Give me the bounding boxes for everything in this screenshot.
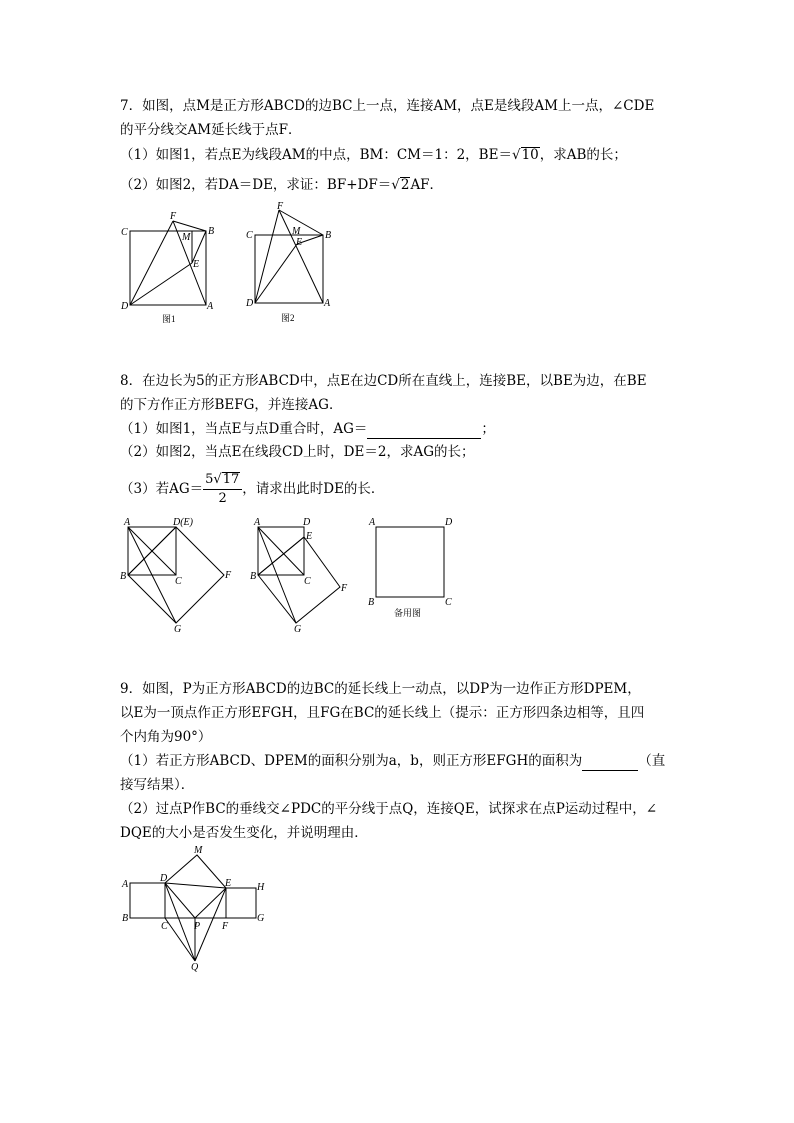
segment-df xyxy=(255,210,279,303)
q7-figure-1 xyxy=(118,205,218,327)
numerator-radicand: 17 xyxy=(222,472,240,487)
q9-line-2: 以E为一顶点作正方形EFGH，且FG在BC的延长线上（提示：正方形四条边相等，且四 xyxy=(120,705,645,721)
label-d: D xyxy=(121,301,129,312)
q8-figure-2 xyxy=(248,515,358,633)
label-b: B xyxy=(250,571,257,582)
label-h: H xyxy=(257,882,265,893)
q8-part-3-suffix: ，请求出此时DE的长． xyxy=(242,481,385,497)
label-a: A xyxy=(207,301,214,312)
label-c: C xyxy=(121,227,128,238)
label-e: E xyxy=(296,237,303,248)
figure-caption: 图2 xyxy=(281,313,295,323)
label-a: A xyxy=(369,517,376,528)
segment-ac xyxy=(258,527,304,575)
label-m: M xyxy=(182,232,191,243)
segment-df xyxy=(130,221,173,305)
q8-figure-1 xyxy=(118,515,240,633)
label-c: C xyxy=(246,230,253,241)
fraction-denominator: 2 xyxy=(218,491,227,506)
label-de: D(E) xyxy=(173,517,193,528)
segment-de xyxy=(165,883,226,888)
numerator-coefficient: 5 xyxy=(205,472,214,487)
q9-line-3: 个内角为90°） xyxy=(120,729,212,745)
q7-part-1-radicand: 10 xyxy=(521,147,539,163)
label-m: M xyxy=(292,226,301,237)
label-f: F xyxy=(222,921,229,932)
label-g: G xyxy=(294,624,302,633)
answer-blank xyxy=(367,420,481,439)
q7-part-2-suffix: AF． xyxy=(410,177,444,193)
fraction xyxy=(203,471,242,508)
fraction-numerator xyxy=(203,471,242,490)
answer-blank xyxy=(582,752,638,771)
q8-part-3-text: （3）若AG＝ xyxy=(120,481,204,497)
figure-caption: 图1 xyxy=(162,314,176,324)
sqrt-symbol: √ xyxy=(511,147,521,163)
segment-dq xyxy=(165,883,195,961)
sqrt-symbol: √ xyxy=(391,177,400,193)
label-p: P xyxy=(194,921,201,932)
figure-caption: 备用图 xyxy=(394,608,422,618)
segment-fa xyxy=(279,210,323,303)
q7-part-1 xyxy=(120,146,627,164)
q7-line-1: 7．如图，点M是正方形ABCD的边BC上一点，连接AM，点E是线段AM上一点，∠CDE xyxy=(120,98,655,114)
square-abcd xyxy=(255,235,323,303)
q9-part-2-line-2: DQE的大小是否发生变化，并说明理由． xyxy=(120,825,368,841)
label-b: B xyxy=(122,913,129,924)
q7-part-1-text: （1）如图1，若点E为线段AM的中点，BM：CM＝1：2，BE＝ xyxy=(120,147,512,163)
label-b: B xyxy=(208,226,215,237)
label-f: F xyxy=(341,583,348,594)
label-c: C xyxy=(175,576,182,587)
q7-part-2 xyxy=(120,176,443,194)
label-c: C xyxy=(304,576,311,587)
q7-line-2: 的平分线交AM延长线于点F． xyxy=(120,122,302,138)
label-g: G xyxy=(257,913,265,924)
q7-part-1-suffix: ，求AB的长； xyxy=(539,147,627,163)
label-b: B xyxy=(120,571,127,582)
q9-part-1-text: （1）若正方形ABCD、DPEM的面积分别为a，b，则正方形EFGH的面积为 xyxy=(120,753,583,769)
label-c: C xyxy=(161,921,168,932)
label-d: D xyxy=(246,298,254,309)
segment-fb xyxy=(279,210,323,235)
label-b: B xyxy=(325,230,332,241)
q8-part-3 xyxy=(120,469,384,509)
label-e: E xyxy=(225,878,232,889)
square-befg xyxy=(258,537,340,623)
q9-line-1: 9．如图，P为正方形ABCD的边BC的延长线上一动点，以DP为一边作正方形DPEM， xyxy=(120,681,641,697)
q9-part-1-suffix: （直 xyxy=(638,753,666,769)
q8-part-1-suffix: ； xyxy=(481,421,495,437)
segment-de xyxy=(255,244,297,303)
q8-line-1: 8．在边长为5的正方形ABCD中，点E在边CD所在直线上，连接BE，以BE为边，在BE xyxy=(120,373,647,389)
label-q: Q xyxy=(191,962,199,973)
segment-cq xyxy=(165,918,195,961)
label-a: A xyxy=(122,879,129,890)
q8-figure-spare xyxy=(364,515,464,621)
label-d: D xyxy=(160,873,168,884)
segment-fb xyxy=(173,221,206,231)
q9-part-2-line-1: （2）过点P作BC的垂线交∠PDC的平分线于点Q，连接QE，试探求在点P运动过程中，∠ xyxy=(120,801,658,817)
label-a: A xyxy=(124,517,131,528)
q7-figure-2 xyxy=(243,198,343,328)
label-f: F xyxy=(225,570,232,581)
q9-part-1 xyxy=(120,752,665,771)
label-e: E xyxy=(306,531,313,542)
label-f: F xyxy=(170,211,177,222)
q7-part-2-text: （2）如图2，若DA＝DE，求证：BF+DF＝ xyxy=(120,177,392,193)
label-a: A xyxy=(324,298,331,309)
label-d: D xyxy=(303,517,311,528)
square-efgh xyxy=(226,888,256,918)
label-b: B xyxy=(368,597,375,608)
q7-part-2-radicand: 2 xyxy=(400,177,410,193)
q8-part-1-text: （1）如图1，当点E与点D重合时，AG＝ xyxy=(120,421,368,437)
sqrt-symbol: √ xyxy=(213,472,222,487)
label-c: C xyxy=(445,597,452,608)
square-abcd xyxy=(376,527,444,597)
q8-part-1 xyxy=(120,420,495,439)
segment-de xyxy=(130,263,192,305)
q9-part-1-line-2: 接写结果）． xyxy=(120,777,195,793)
label-d: D xyxy=(445,517,453,528)
q8-line-2: 的下方作正方形BEFG，并连接AG． xyxy=(120,397,343,413)
square-abcd xyxy=(130,883,165,918)
q8-part-2: （2）如图2，当点E在线段CD上时，DE＝2，求AG的长； xyxy=(120,444,475,460)
label-a: A xyxy=(254,517,261,528)
label-e: E xyxy=(193,259,200,270)
label-f: F xyxy=(277,201,284,212)
label-m: M xyxy=(194,845,203,856)
label-g: G xyxy=(174,624,182,633)
q9-figure xyxy=(118,843,270,973)
